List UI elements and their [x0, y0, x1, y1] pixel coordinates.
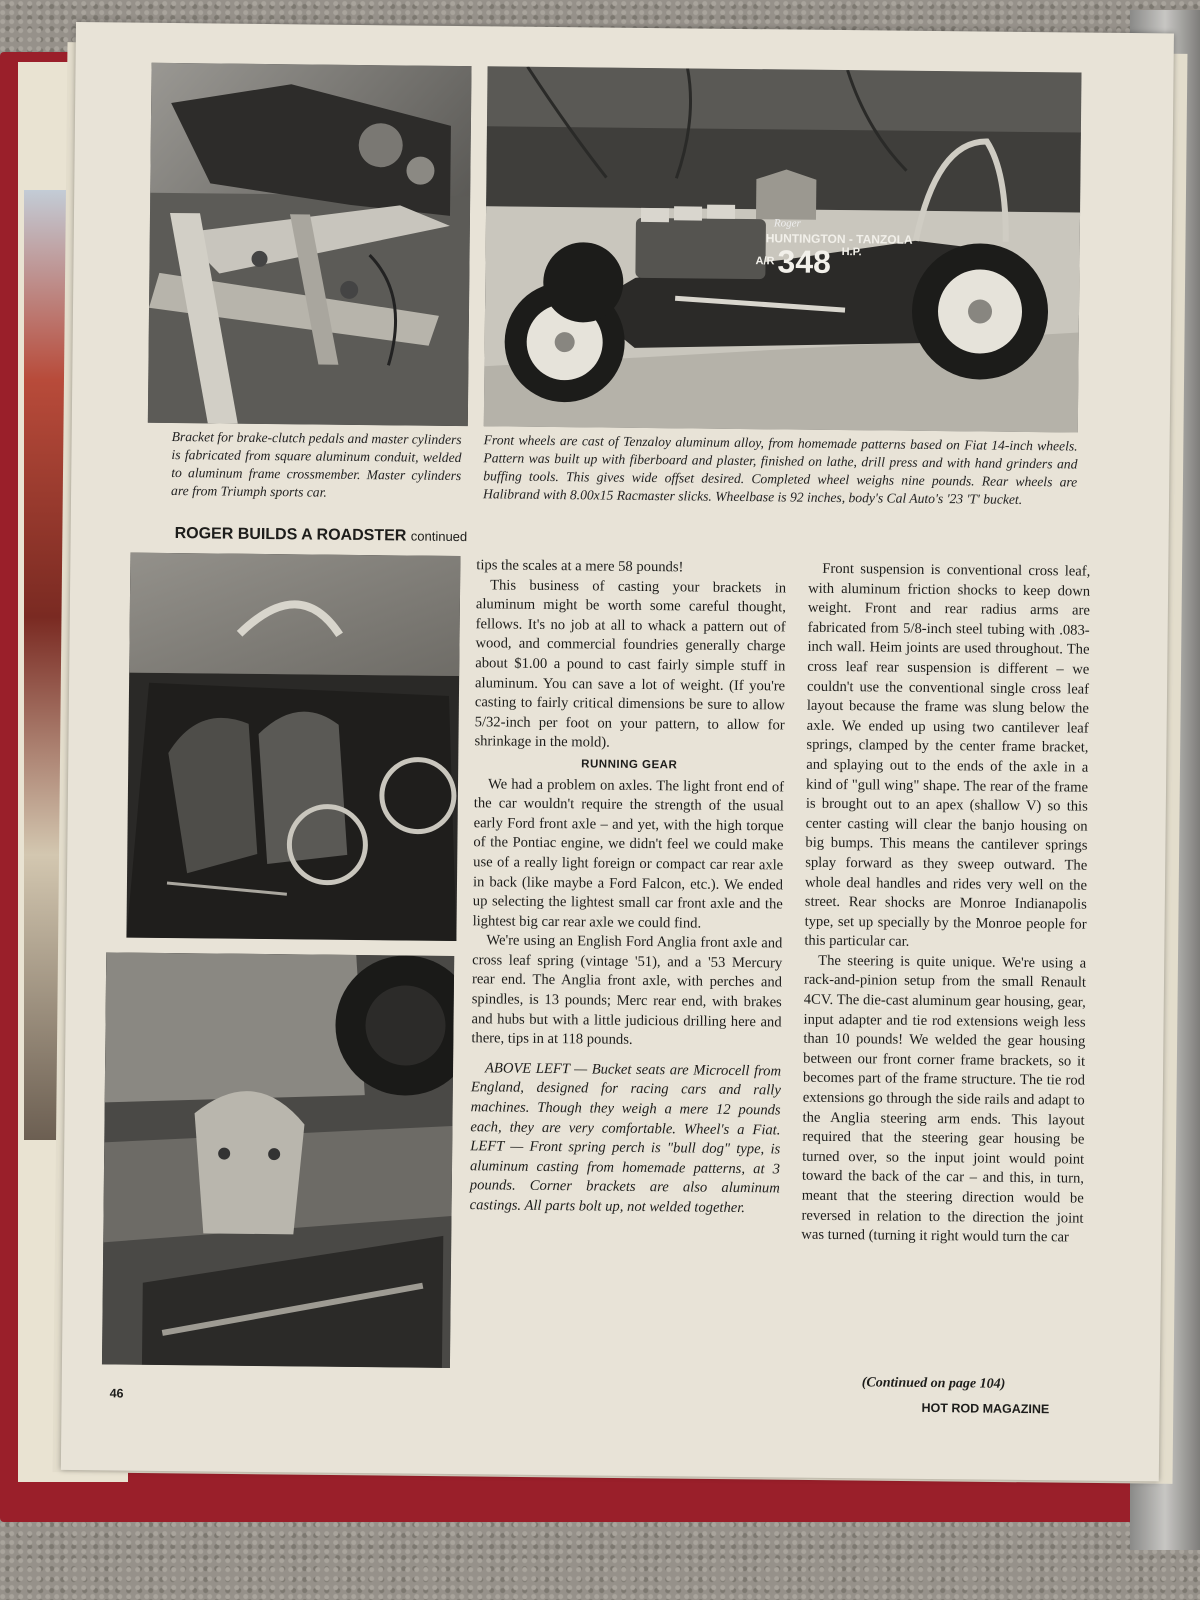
col2-paragraph-2: The steering is quite unique. We're using a rack-and-pinion setup from the small Renault 4CV. The die-cast aluminum gear housing, gear, input adapter and tie rod extensions weigh less than 10 pounds! We welded the gear housing between our front corner frame brackets, so it becomes part of the frame structure. The tie rod extensions go through the side rails and adapt to the Anglia steering arm ends. This layout required that the steering gear housing be turned over, so the input joint would point toward the back of the car – and this, in turn, meant that the steering direction would be reversed in relation to the direction the joint was turned (turning it right would turn the car: [801, 952, 1087, 1246]
car-lettering-name: Roger: [773, 217, 801, 230]
text-column-1: [470, 556, 787, 1219]
photo-spring-perch: [102, 952, 454, 1368]
col1-photo-caption: ABOVE LEFT — Bucket seats are Microcell from England, designed for racing cars and rally machines. Though they weigh a mere 12 pounds each, they are very comfortable. Wheel's a Fiat. LEFT — Front spring perch is "bull dog" type, is aluminum casting from homemade patterns, at 3 pounds. Corner brackets are also aluminum castings. All parts bolt up, not welded together.: [469, 1060, 782, 1217]
photo-pedal-bracket: [148, 63, 472, 426]
caption-wheels: Front wheels are cast of Tenzaloy aluminum alloy, from homemade patterns based on Fiat 14-inch wheels. Pattern was built up with fiberboard and plaster, finished on lathe, drill press and with hand grinders and buffing tools. This gives wide offset desired. Completed wheel weighs nine pounds. Rear wheels are Halibrand with 8.00x15 Racmaster slicks. Wheelbase is 92 inches, body's Cal Auto's '23 'T' bucket.: [483, 432, 1078, 507]
pedal-bracket-illustration: [148, 63, 472, 426]
continued-note: (Continued on page 104): [861, 1375, 1006, 1392]
article-kicker: [175, 525, 468, 546]
bucket-seats-illustration: [126, 553, 460, 941]
magazine-page: [61, 22, 1174, 1481]
photo-bucket-seats: [126, 553, 460, 941]
col1-paragraph-2: This business of casting your brackets in aluminum might be worth some careful thought, fellows. It's no job at all to whack a pattern out of wood, and commercial foundries generally charge about $1.00 a pound to cast fairly simple stuff in aluminum. You can save a lot of weight. (If you're casting to fairly critical dimensions be sure to allow 5/32-inch per foot on your pattern, to allow for shrinkage in the mold).: [474, 576, 787, 751]
col2-paragraph-1: Front suspension is conventional cross leaf, with aluminum friction shocks to keep down weight. Front and rear radius arms are fabricated from 5/8-inch steel tubing with .083-inch wall. Heim joints are used throughout. The cross leaf rear suspension is different – we couldn't use the conventional single cross leaf layout because the frame was slung below the axle. We ended up using two cantilever leaf springs, clamped by the center frame bracket, and splaying out to the ends of the axle in a kind of "gull wing" shape. The rear of the frame is brought out to an apex (shallow V) so this center casting will clear the banjo housing on big bumps. This means the cantilever springs splay forward as they sweep outward. The whole deal handles and rides very well on the street. Rear shocks are Monroe Indianapolis type, set up specially by the Monroe people for this particular car.: [804, 560, 1091, 951]
subhead-running-gear: RUNNING GEAR: [581, 758, 678, 772]
car-lettering-number: 348: [777, 243, 832, 280]
text-column-2: [801, 560, 1090, 1249]
car-lettering-class: A/R: [755, 255, 775, 268]
col1-paragraph-4: We're using an English Ford Anglia front axle and cross leaf spring (vintage '51), and a '53 Mercury rear end. The Anglia front axle, with perches and spindles, is 13 pounds; Merc rear end, with brakes and hubs but with a little judicious drilling here and there, tips in at 118 pounds.: [471, 932, 783, 1049]
magazine-name: HOT ROD MAGAZINE: [921, 1400, 1050, 1417]
caption-bracket: Bracket for brake-clutch pedals and master cylinders is fabricated from square aluminum conduit, welded to aluminum frame crossmember. Master cylinders are from Triumph sports car.: [171, 429, 462, 500]
car-lettering-hp: H.P.: [841, 246, 862, 259]
photo-roadster-side: [484, 66, 1082, 432]
spring-perch-illustration: [102, 952, 454, 1368]
car-lettering-builders: HUNTINGTON - TANZOLA: [765, 231, 913, 247]
kicker-title: ROGER BUILDS A ROADSTER: [174, 525, 407, 545]
page-number: 46: [109, 1386, 124, 1401]
col1-paragraph-3: We had a problem on axles. The light front end of the car wouldn't require the strength of the usual early Ford front axle – and yet, with the high torque of the Pontiac engine, we didn't feel we could make use of a really light foreign or compact car rear axle in back (like maybe a Ford Falcon, etc.). We ended up selecting the lightest small car front axle and the lightest big car rear axle we could find.: [472, 775, 785, 932]
col1-paragraph-1: tips the scales at a mere 58 pounds!: [476, 557, 684, 576]
kicker-continued: continued: [410, 528, 468, 545]
